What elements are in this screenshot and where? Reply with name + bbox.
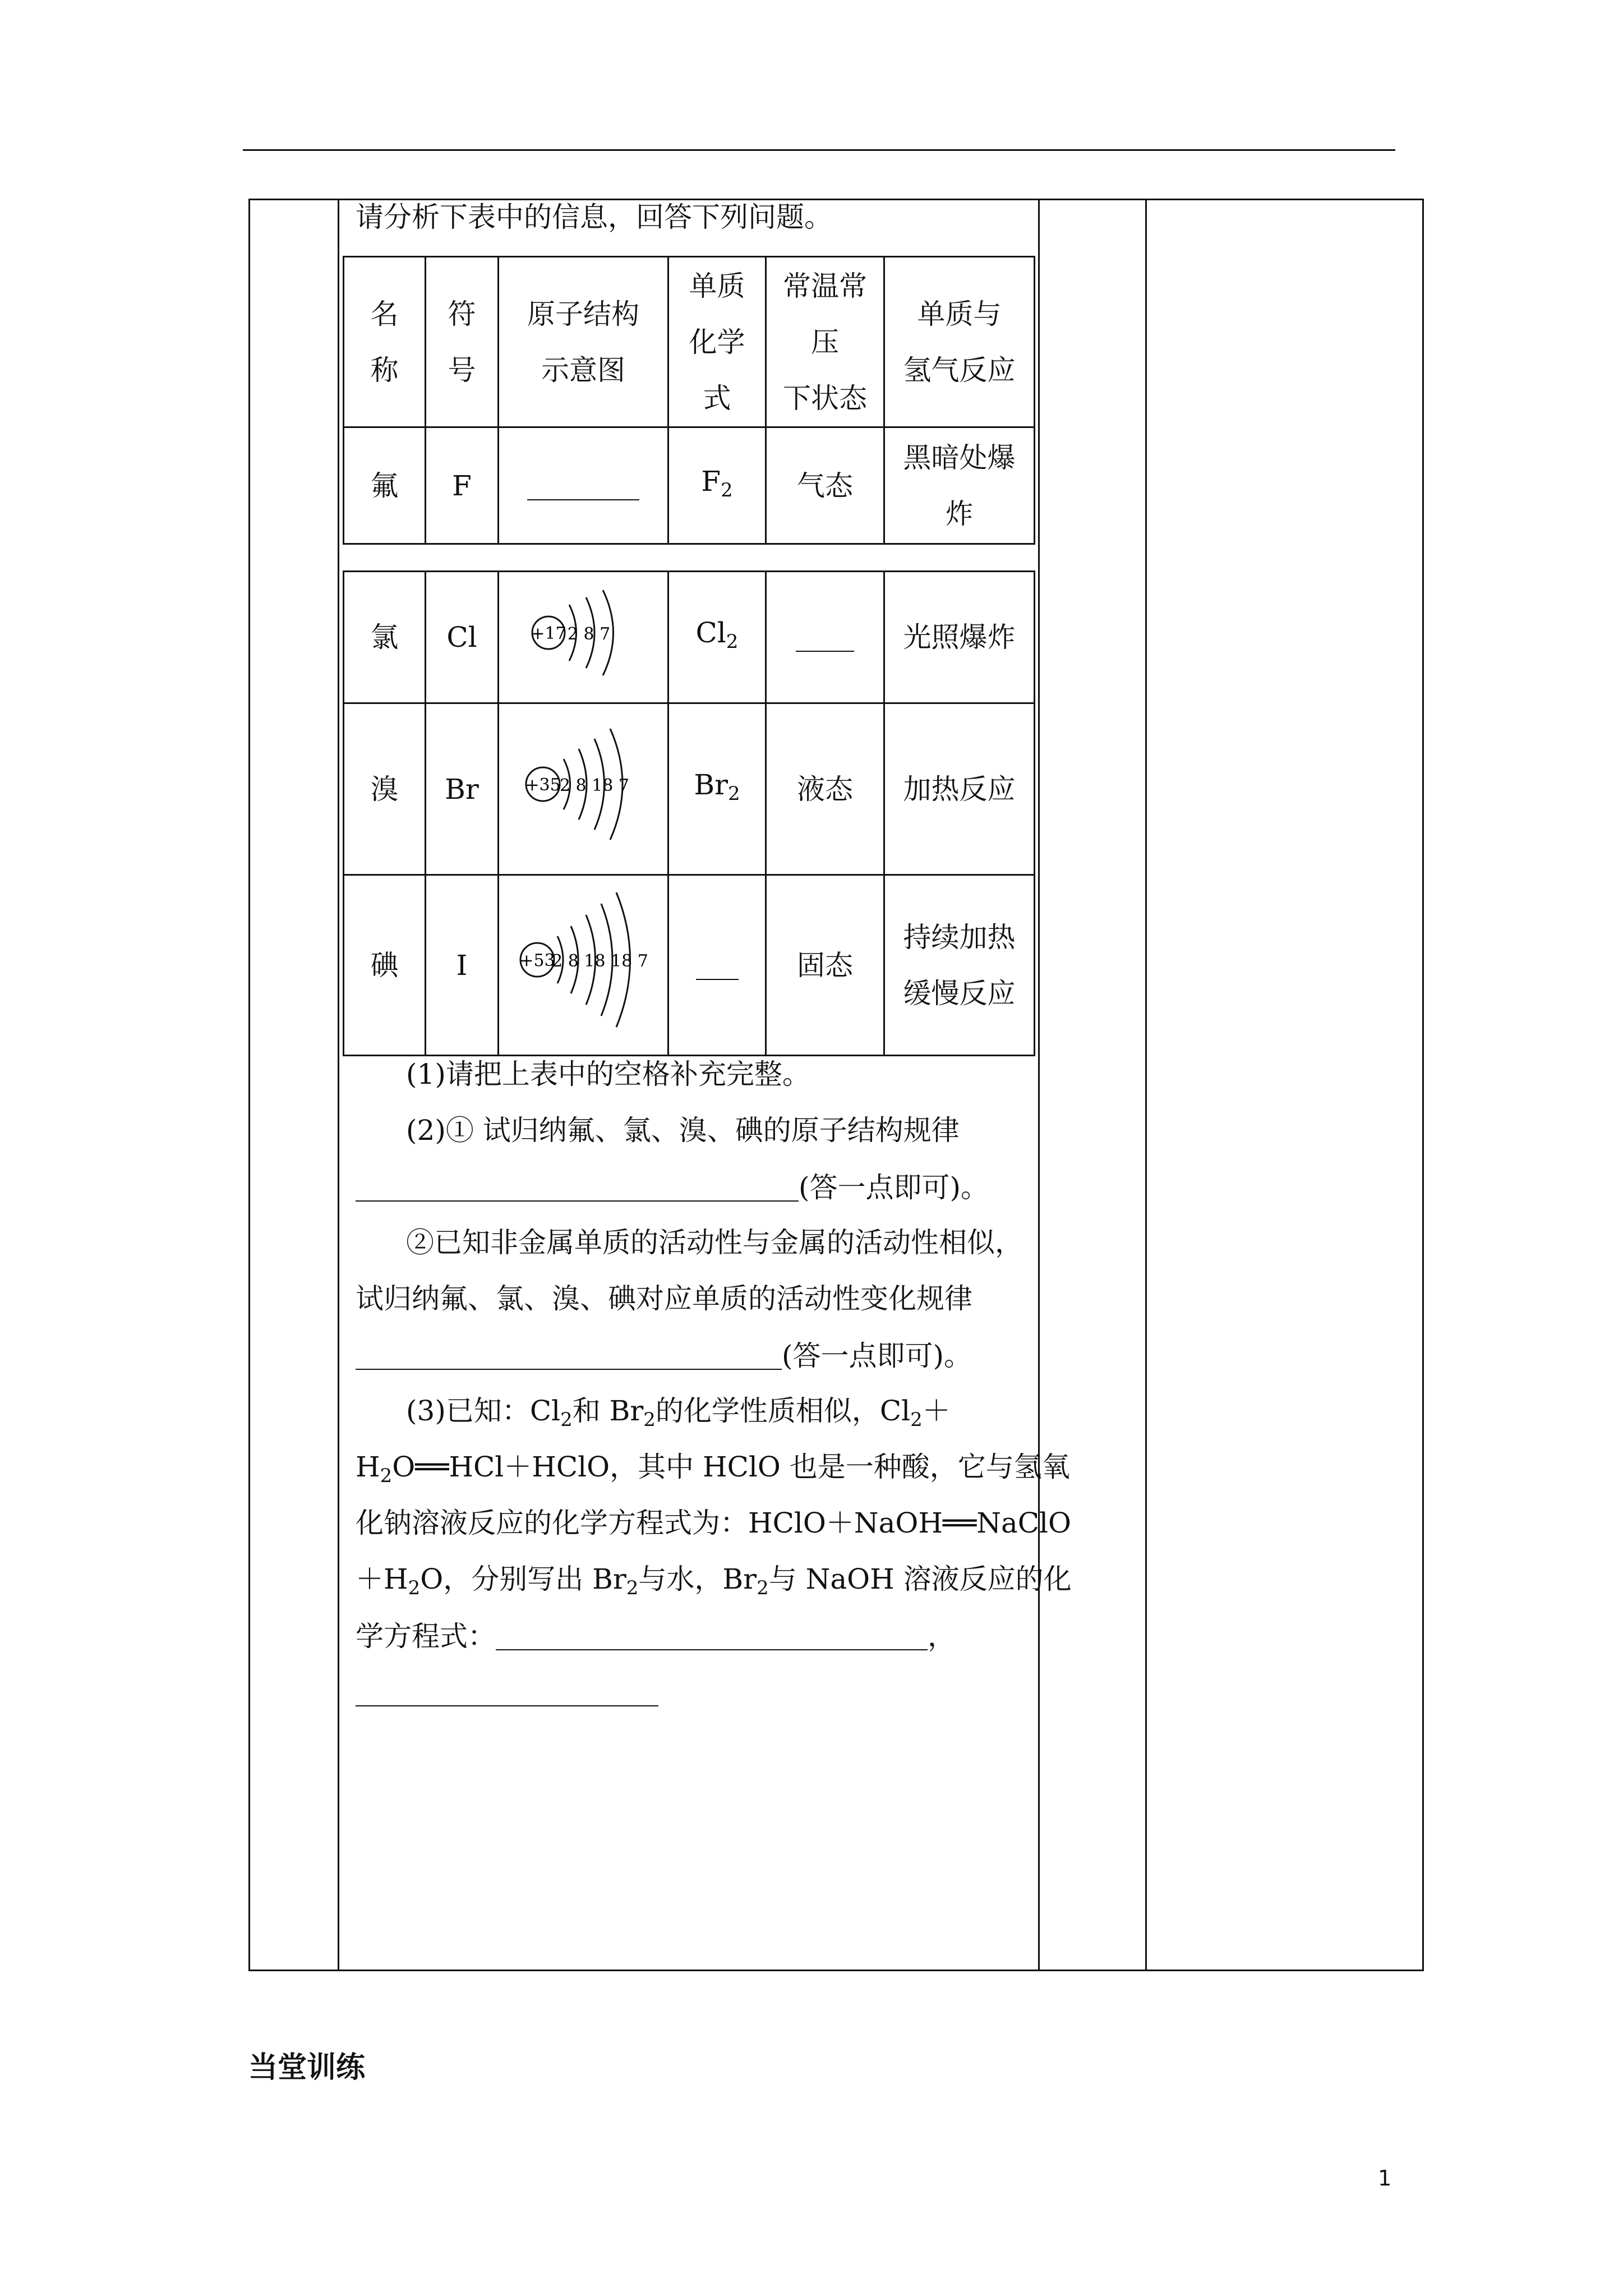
f-reaction: 黑暗处爆 炸 (903, 441, 1016, 530)
br-atom-diagram (499, 704, 667, 874)
br-shells: 2 8 18 7 (559, 776, 630, 795)
question-2-1-answer: (答一点即可)。 (356, 1172, 989, 1202)
question-1: (1)请把上表中的空格补充完整。 (406, 1058, 810, 1091)
cl-formula: $Cl_2$ (695, 616, 739, 653)
question-3-answer-2 (356, 1677, 658, 1706)
question-2-1: (2)① 试归纳氟、氯、溴、碘的原子结构规律 (406, 1114, 960, 1147)
i-reaction: 持续加热 缓慢反应 (903, 921, 1016, 1010)
br-state: 液态 (797, 772, 853, 806)
br-nucleus: +35 (525, 775, 561, 795)
section-title: 当堂训练 (248, 2051, 366, 2085)
header-rule (243, 149, 1395, 151)
header-structure: 原子结构 示意图 (527, 297, 639, 386)
cl-name: 氯 (370, 621, 399, 654)
f-state: 气态 (797, 469, 853, 502)
page-number: 1 (1378, 2166, 1392, 2191)
i-nucleus: +53 (519, 951, 555, 970)
i-formula-blank (669, 876, 765, 1055)
cl-symbol: Cl (446, 621, 477, 654)
i-state: 固态 (797, 949, 853, 982)
i-symbol: I (456, 949, 468, 982)
br-symbol: Br (445, 772, 479, 806)
i-atom-diagram (499, 876, 667, 1055)
question-3-line4: $+H_2O$，分别写出 $Br_2$与水，$Br_2$与 NaOH 溶液反应的化 (356, 1563, 1072, 1599)
i-shells: 2 8 18 18 7 (552, 951, 648, 971)
cl-atom-diagram (499, 572, 667, 702)
question-3-line1: (3)已知：$Cl_2$和 $Br_2$的化学性质相似，$Cl_2+$ (406, 1395, 951, 1431)
cl-state-blank (767, 572, 883, 702)
header-reaction: 单质与 氢气反应 (903, 297, 1016, 386)
br-name: 溴 (370, 772, 399, 806)
header-formula: 单质 化学 式 (689, 269, 745, 415)
question-3-line2: $H_2O══HCl+HClO$，其中 HClO 也是一种酸，它与氢氧 (356, 1451, 1070, 1487)
f-symbol: F (452, 469, 472, 502)
f-name: 氟 (370, 469, 399, 502)
f-structure-blank (499, 428, 667, 543)
cl-reaction: 光照爆炸 (903, 621, 1016, 654)
question-3-line5: 学方程式： ， (356, 1620, 956, 1653)
i-name: 碘 (370, 949, 399, 982)
question-2-2-line1: ②已知非金属单质的活动性与金属的活动性相似， (406, 1226, 1023, 1259)
question-2-2-answer: (答一点即可)。 (356, 1341, 972, 1370)
intro-text: 请分析下表中的信息，回答下列问题。 (356, 201, 832, 233)
header-symbol: 符 号 (448, 297, 476, 386)
br-reaction: 加热反应 (903, 772, 1016, 806)
cl-shells: 2 8 7 (567, 624, 611, 644)
f-formula: $F_2$ (701, 464, 733, 501)
br-formula: $Br_2$ (694, 768, 740, 805)
cl-nucleus: +17 (531, 624, 566, 643)
header-name: 名 称 (370, 297, 399, 386)
question-2-2-line2: 试归纳氟、氯、溴、碘对应单质的活动性变化规律 (356, 1282, 972, 1315)
header-state: 常温常 压 下状态 (783, 269, 867, 415)
question-3-line3: 化钠溶液反应的化学方程式为：HClO＋NaOH══NaClO (356, 1507, 1072, 1539)
